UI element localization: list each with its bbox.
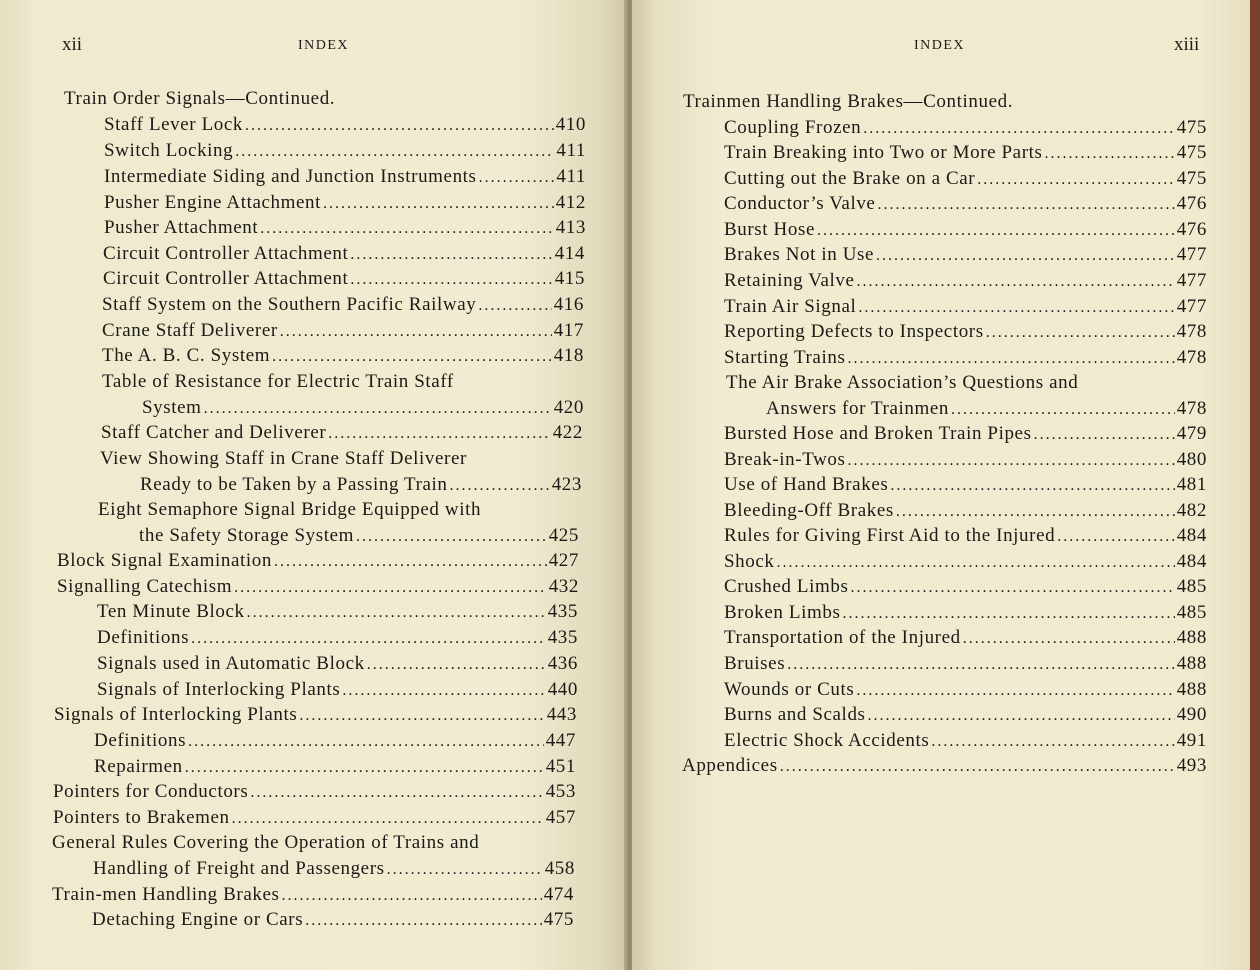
index-entry: Signalling Catechism . . . 432 bbox=[57, 574, 579, 600]
index-entry: Signals of Interlocking Plants . . . 443 bbox=[54, 702, 577, 728]
index-entry: Reporting Defects to Inspectors . . . 478 bbox=[724, 319, 1207, 345]
index-entry: Bleeding-Off Brakes . . . 482 bbox=[724, 498, 1207, 524]
index-entry: Repairmen . . . 451 bbox=[94, 754, 576, 780]
index-entry: Staff Lever Lock . . . 410 bbox=[104, 112, 586, 138]
index-entry: Block Signal Examination . . . 427 bbox=[57, 548, 579, 574]
index-entry: Broken Limbs . . . 485 bbox=[724, 600, 1207, 626]
index-entry-first-line: View Showing Staff in Crane Staff Deliverer bbox=[100, 448, 467, 469]
continued-heading-right: Trainmen Handling Brakes—Continued. bbox=[683, 91, 1014, 112]
index-entry: Pusher Attachment . . . 413 bbox=[104, 215, 586, 241]
index-entry: The A. B. C. System . . . 418 bbox=[102, 343, 584, 369]
index-entry: Intermediate Siding and Junction Instruments . . . 411 bbox=[104, 164, 586, 190]
index-entry: Definitions . . . 435 bbox=[97, 625, 578, 651]
index-entry-first-line: General Rules Covering the Operation of Trains and bbox=[52, 832, 480, 853]
running-head-left: INDEX bbox=[298, 38, 350, 53]
index-entry: the Safety Storage System . . . 425 bbox=[139, 523, 579, 549]
index-entry: Use of Hand Brakes . . . 481 bbox=[724, 472, 1207, 498]
index-entry: Circuit Controller Attachment . . . 414 bbox=[103, 241, 585, 267]
index-entry: Conductor’s Valve . . . 476 bbox=[724, 191, 1207, 217]
index-entry: Ten Minute Block . . . 435 bbox=[97, 599, 578, 625]
index-entry: Staff System on the Southern Pacific Railway . . . 416 bbox=[102, 292, 584, 318]
index-entry: Staff Catcher and Deliverer . . . 422 bbox=[101, 420, 583, 446]
index-entry: System . . . 420 bbox=[142, 395, 584, 421]
index-entry: Circuit Controller Attachment . . . 415 bbox=[103, 266, 585, 292]
index-entry: Answers for Trainmen . . . 478 bbox=[766, 396, 1207, 422]
left-page bbox=[0, 0, 628, 970]
continued-heading-left: Train Order Signals—Continued. bbox=[64, 88, 336, 109]
index-entry: Switch Locking . . . 411 bbox=[104, 138, 586, 164]
index-entry: Cutting out the Brake on a Car . . . 475 bbox=[724, 166, 1207, 192]
index-entry: Crushed Limbs . . . 485 bbox=[724, 574, 1207, 600]
index-entry: Handling of Freight and Passengers . . . 458 bbox=[93, 856, 575, 882]
index-entry: Signals used in Automatic Block . . . 436 bbox=[97, 651, 578, 677]
index-entry: Bruises . . . 488 bbox=[724, 651, 1207, 677]
index-entry-first-line: The Air Brake Association’s Questions and bbox=[726, 372, 1079, 393]
index-entry: Train Breaking into Two or More Parts . . . 475 bbox=[724, 140, 1207, 166]
index-entry: Train Air Signal . . . 477 bbox=[724, 294, 1207, 320]
right-page bbox=[632, 0, 1250, 970]
index-entry-first-line: Eight Semaphore Signal Bridge Equipped with bbox=[98, 499, 482, 520]
index-entry: Ready to be Taken by a Passing Train . . . 423 bbox=[140, 472, 582, 498]
index-entry: Crane Staff Deliverer . . . 417 bbox=[102, 318, 584, 344]
index-entry: Rules for Giving First Aid to the Injured . . . 484 bbox=[724, 523, 1207, 549]
index-entry: Starting Trains . . . 478 bbox=[724, 345, 1207, 371]
index-entry: Transportation of the Injured . . . 488 bbox=[724, 625, 1207, 651]
index-entry: Signals of Interlocking Plants . . . 440 bbox=[97, 677, 578, 703]
index-entry: Train-men Handling Brakes . . . 474 bbox=[52, 882, 574, 908]
index-entry: Retaining Valve . . . 477 bbox=[724, 268, 1207, 294]
index-entry: Detaching Engine or Cars . . . 475 bbox=[92, 907, 574, 933]
index-entry: Burns and Scalds . . . 490 bbox=[724, 702, 1207, 728]
index-entry: Pointers for Conductors . . . 453 bbox=[53, 779, 576, 805]
index-entry: Appendices . . . 493 bbox=[682, 753, 1207, 779]
book-cover-edge bbox=[1250, 0, 1260, 970]
index-entry: Shock . . . 484 bbox=[724, 549, 1207, 575]
index-entry: Pointers to Brakemen . . . 457 bbox=[53, 805, 576, 831]
index-entry-first-line: Table of Resistance for Electric Train Staff bbox=[102, 371, 454, 392]
index-entry: Break-in-Twos . . . 480 bbox=[724, 447, 1207, 473]
index-entry: Definitions . . . 447 bbox=[94, 728, 576, 754]
page-number-left: xii bbox=[62, 34, 83, 55]
index-entry: Burst Hose . . . 476 bbox=[724, 217, 1207, 243]
index-entry: Brakes Not in Use . . . 477 bbox=[724, 242, 1207, 268]
index-entry: Wounds or Cuts . . . 488 bbox=[724, 677, 1207, 703]
page-number-right: xiii bbox=[1174, 34, 1200, 55]
index-entry: Coupling Frozen . . . 475 bbox=[724, 115, 1207, 141]
index-entry: Pusher Engine Attachment . . . 412 bbox=[104, 190, 586, 216]
index-entry: Bursted Hose and Broken Train Pipes . . . 479 bbox=[724, 421, 1207, 447]
running-head-right: INDEX bbox=[914, 38, 966, 53]
index-entry: Electric Shock Accidents . . . 491 bbox=[724, 728, 1207, 754]
